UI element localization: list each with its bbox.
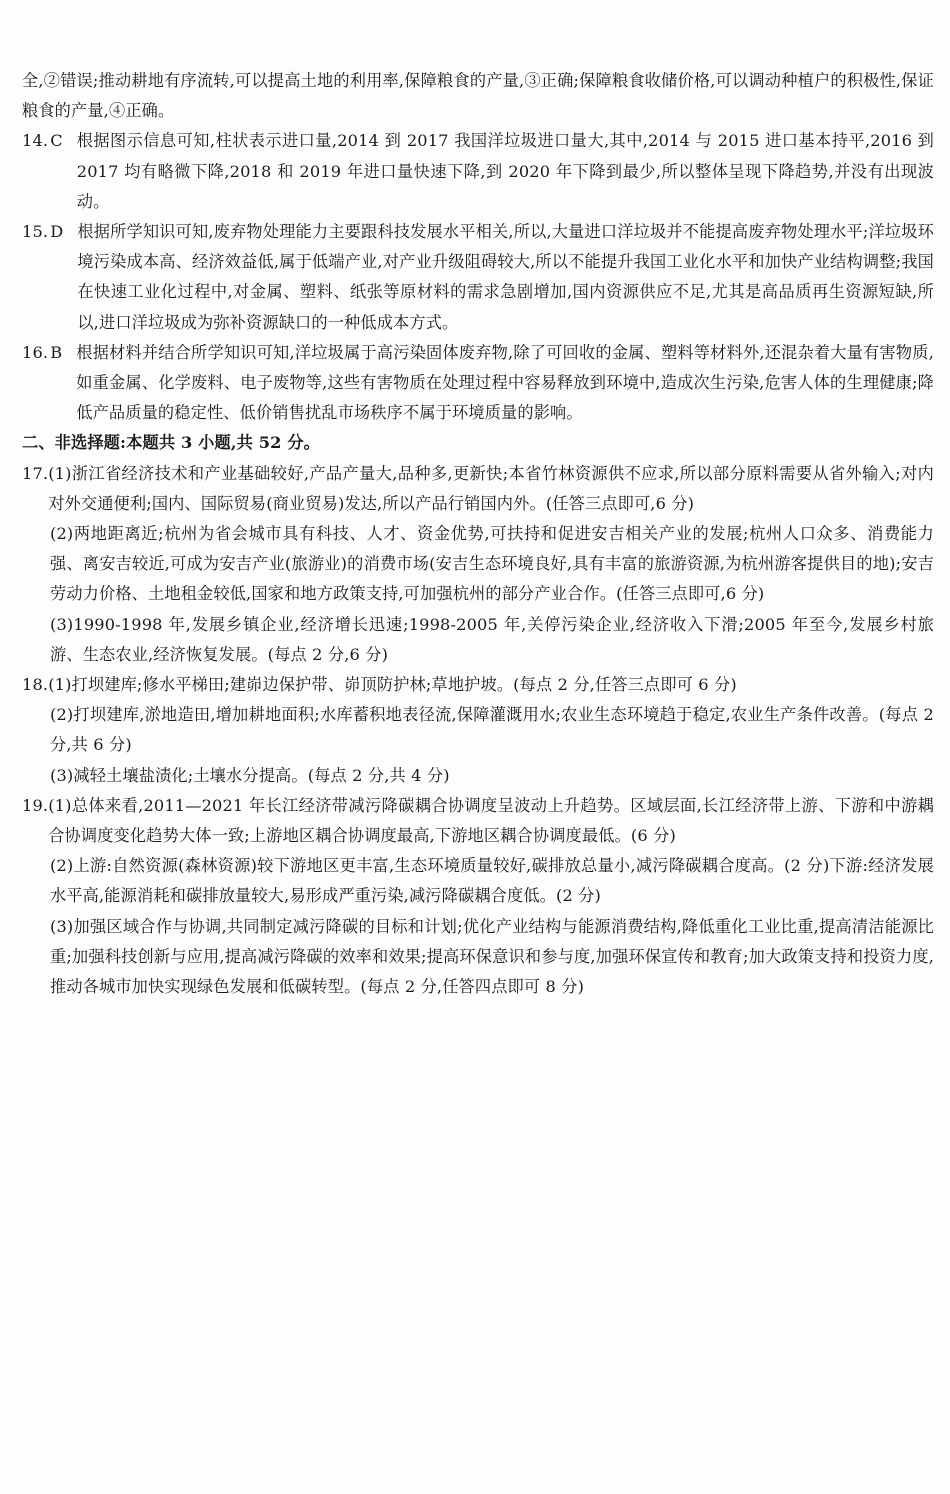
- question-18-part-1: [22, 670, 934, 700]
- question-17-answer-3: (3)1990-1998 年,发展乡镇企业,经济增长迅速;1998-2005 年,关停污染企业,经济收入下滑;2005 年至今,发展乡村旅游、生态农业,经济恢复发展。(每点 2 分,6 分): [50, 614, 934, 664]
- question-number: 18.: [22, 675, 49, 695]
- answer-item-15: [22, 217, 934, 338]
- item-number: 14.: [22, 131, 49, 151]
- question-number: 17.: [22, 463, 49, 483]
- question-19-answer-3: (3)加强区域合作与协调,共同制定减污降碳的目标和计划;优化产业结构与能源消费结构,降低重化工业比重,提高清洁能源比重;加强科技创新与应用,提高减污降碳的效率和效果;提高环保意识和参与度,加强环保宣传和教育;加大政策支持和投资力度,推动各城市加快实现绿色发展和低碳转型。(每点 2 分,任答四点即可 8 分): [50, 916, 934, 997]
- question-17-answer-1: (1)浙江省经济技术和产业基础较好,产品产量大,品种多,更新快;本省竹林资源供不应求,所以部分原料需要从省外输入;对内对外交通便利;国内、国际贸易(商业贸易)发达,所以产品行销国内外。(任答三点即可,6 分): [48, 463, 934, 513]
- question-19-answer-1: (1)总体来看,2011—2021 年长江经济带减污降碳耦合协调度呈波动上升趋势。区域层面,长江经济带上游、下游和中游耦合协调度变化趋势大体一致;上游地区耦合协调度最高,下游地区耦合协调度最低。(6 分): [48, 795, 934, 846]
- question-19-answer-2: (2)上游:自然资源(森林资源)较下游地区更丰富,生态环境质量较好,碳排放总量小,减污降碳耦合度高。(2 分)下游:经济发展水平高,能源消耗和碳排放量较大,易形成严重污染,减污降碳耦合度低。(2 分): [50, 856, 934, 906]
- question-number: 19.: [22, 795, 49, 815]
- item-explanation: 根据材料并结合所学知识可知,洋垃圾属于高污染固体废弃物,除了可回收的金属、塑料等材料外,还混杂着大量有害物质,如重金属、化学废料、电子废物等,这些有害物质在处理过程中容易释放到环境中,造成次生污染,危害人体的生理健康;降低产品质量的稳定性、低价销售扰乱市场秩序不属于环境质量的影响。: [76, 342, 934, 423]
- item-number: 16.: [22, 342, 49, 362]
- lead-paragraph: 全,②错误;推动耕地有序流转,可以提高土地的利用率,保障粮食的产量,③正确;保障粮食收储价格,可以调动种植户的积极性,保证粮食的产量,④正确。: [22, 71, 934, 121]
- item-explanation: 根据图示信息可知,柱状表示进口量,2014 到 2017 我国洋垃圾进口量大,其中,2014 与 2015 进口基本持平,2016 到 2017 均有略微下降,2018 和 2019 年进口量快速下降,到 2020 年下降到最少,所以整体呈现下降趋势,并没有出现波动。: [76, 131, 934, 211]
- question-18-answer-3: (3)减轻土壤盐渍化;土壤水分提高。(每点 2 分,共 4 分): [50, 765, 450, 785]
- question-19-part-1: [22, 791, 934, 851]
- section-title: 二、非选择题:本题共 3 小题,共 52 分。: [22, 433, 321, 453]
- question-18-answer-1: (1)打坝建库;修水平梯田;建峁边保护带、峁顶防护林;草地护坡。(每点 2 分,任答三点即可 6 分): [48, 675, 737, 695]
- answer-content: [22, 66, 934, 1002]
- answer-item-14: [22, 126, 934, 217]
- item-answer-letter: B: [50, 342, 63, 362]
- item-answer-letter: C: [50, 131, 63, 151]
- question-17-answer-2: (2)两地距离近;杭州为省会城市具有科技、人才、资金优势,可扶持和促进安吉相关产业的发展;杭州人口众多、消费能力强、离安吉较近,可成为安吉产业(旅游业)的消费市场(安吉生态环境良好,具有丰富的旅游资源,为杭州游客提供目的地);安吉劳动力价格、土地租金较低,国家和地方政策支持,可加强杭州的部分产业合作。(任答三点即可,6 分): [50, 524, 934, 604]
- item-answer-letter: D: [50, 222, 64, 242]
- item-number: 15.: [22, 222, 49, 242]
- item-explanation: 根据所学知识可知,废弃物处理能力主要跟科技发展水平相关,所以,大量进口洋垃圾并不能提高废弃物处理水平;洋垃圾环境污染成本高、经济效益低,属于低端产业,对产业升级阻碍较大,所以不能提升我国工业化水平和加快产业结构调整;我国在快速工业化过程中,对金属、塑料、纸张等原材料的需求急剧增加,国内资源供应不足,尤其是高品质再生资源短缺,所以,进口洋垃圾成为弥补资源缺口的一种低成本方式。: [77, 222, 934, 332]
- answer-item-16: [22, 338, 934, 429]
- question-18-answer-2: (2)打坝建库,淤地造田,增加耕地面积;水库蓄积地表径流,保障灌溉用水;农业生态环境趋于稳定,农业生产条件改善。(每点 2 分,共 6 分): [50, 705, 934, 755]
- question-17-part-1: [22, 459, 934, 519]
